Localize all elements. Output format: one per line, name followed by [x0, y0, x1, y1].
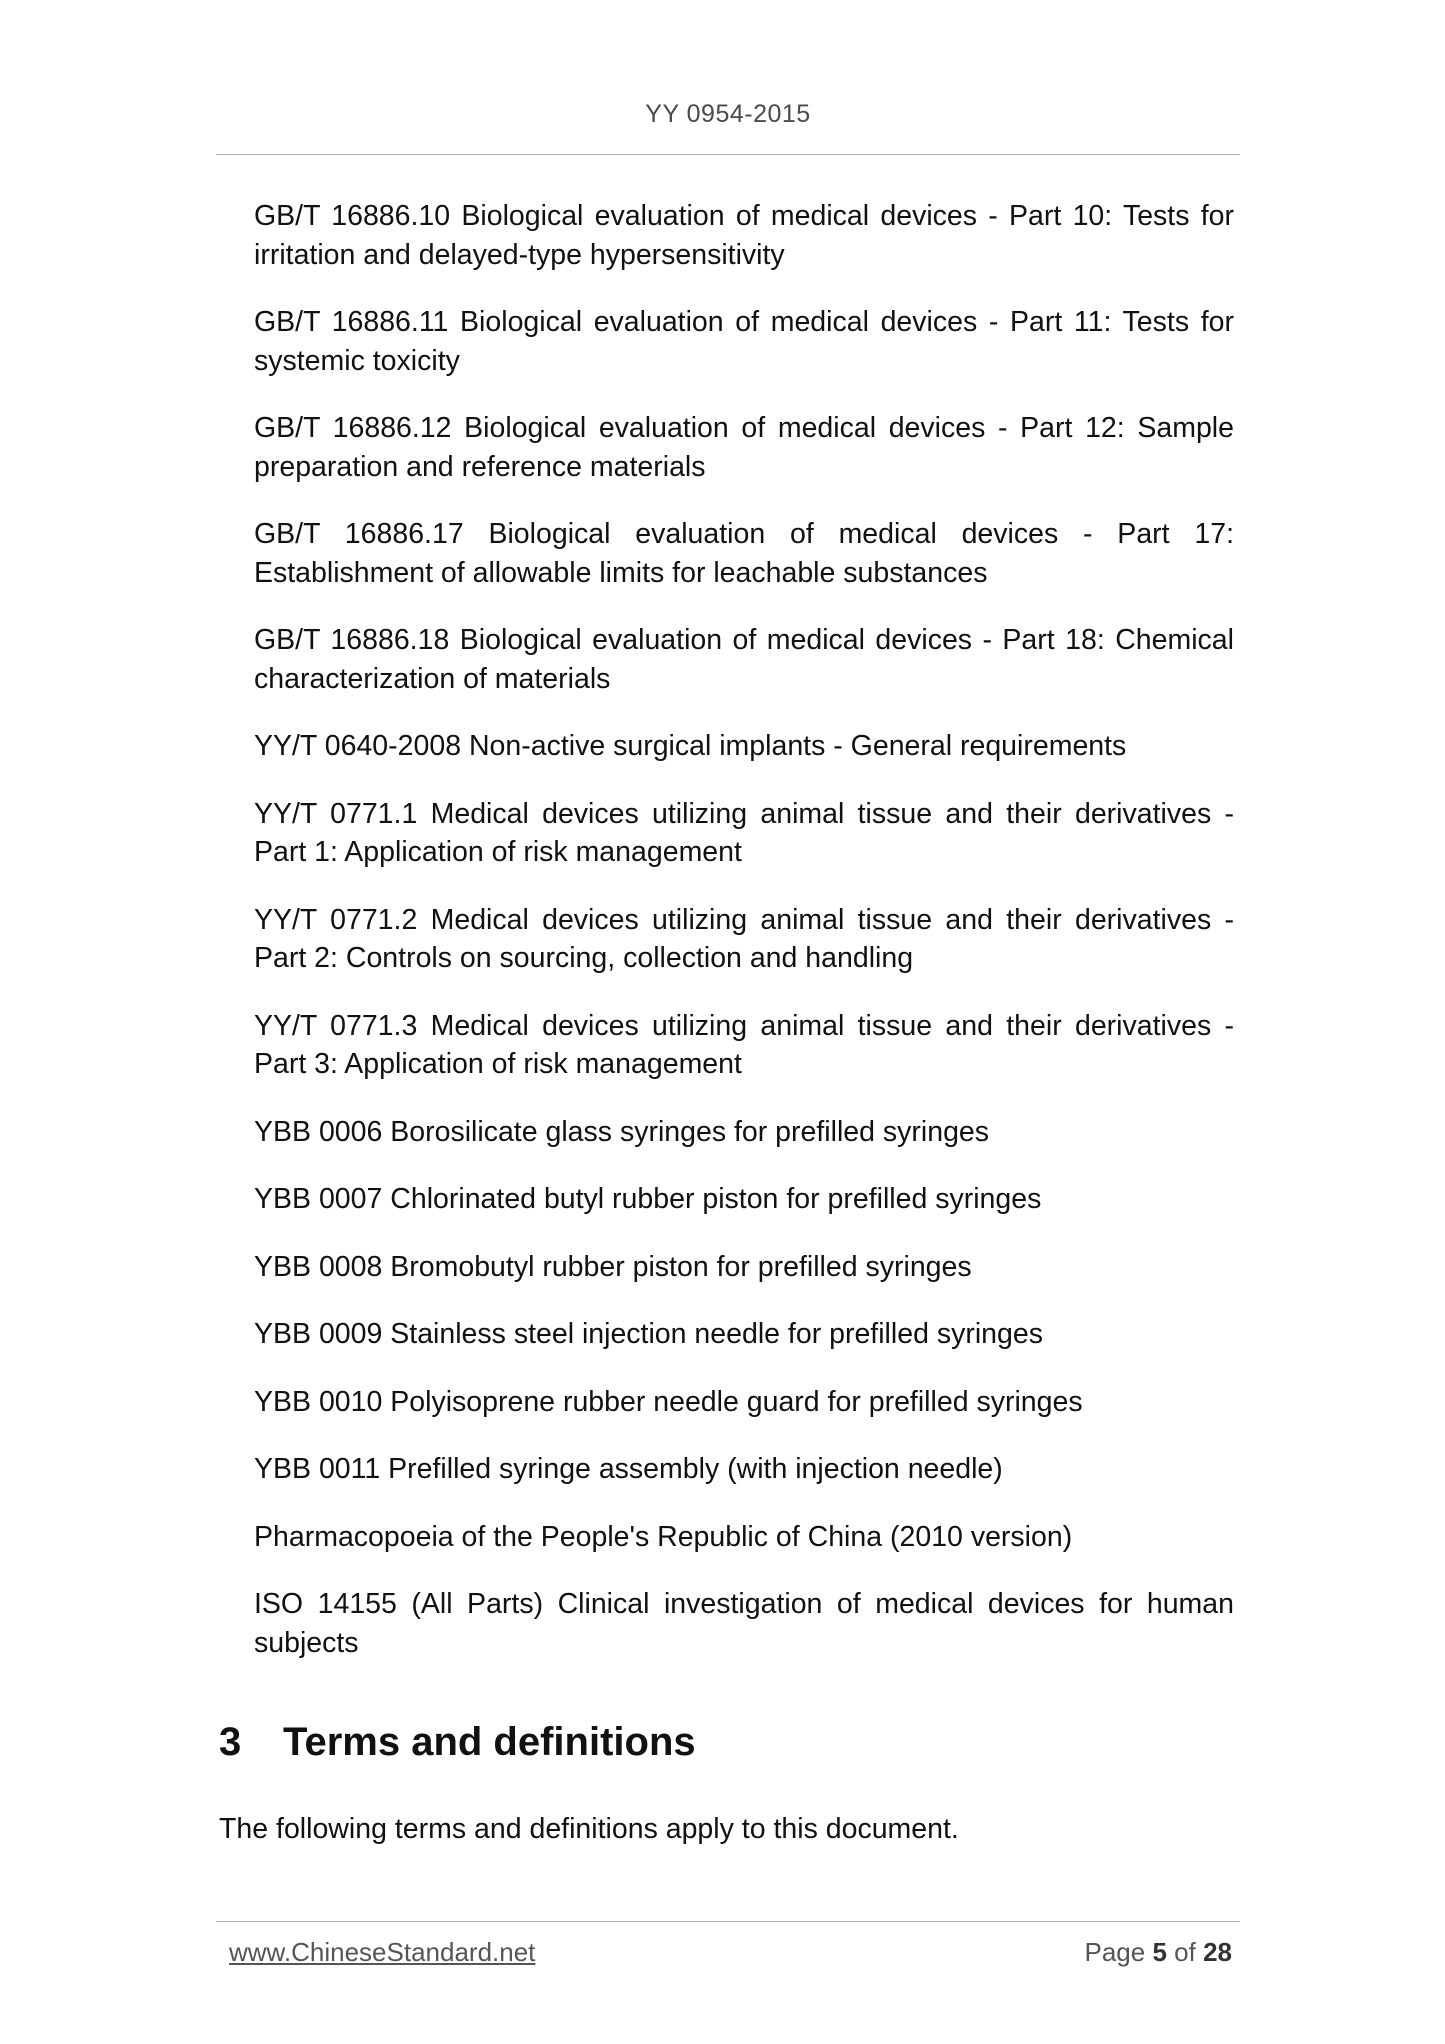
section-heading: [219, 1720, 696, 1765]
section-number: 3: [219, 1720, 242, 1764]
reference-item: YBB 0011 Prefilled syringe assembly (with injection needle): [254, 1453, 1003, 1485]
page-indicator: [1084, 1937, 1232, 1968]
page-current: 5: [1152, 1937, 1167, 1967]
document-code-header: YY 0954-2015: [645, 100, 811, 128]
footer-divider: [216, 1921, 1240, 1922]
reference-item: YBB 0007 Chlorinated butyl rubber piston for prefilled syringes: [254, 1183, 1042, 1215]
page-total: 28: [1203, 1937, 1232, 1967]
reference-item: YBB 0009 Stainless steel injection needle for prefilled syringes: [254, 1318, 1043, 1350]
reference-item: Pharmacopoeia of the People's Republic of China (2010 version): [254, 1520, 1073, 1553]
reference-item: GB/T 16886.10 Biological evaluation of medical devices - Part 10: Tests for irritation and delayed-type hypersensitivity: [254, 200, 1234, 271]
reference-item: YBB 0006 Borosilicate glass syringes for prefilled syringes: [254, 1115, 990, 1148]
reference-item: YY/T 0771.2 Medical devices utilizing animal tissue and their derivatives - Part 2: Controls on sourcing, collection and handling: [254, 903, 1234, 974]
reference-item: YBB 0008 Bromobutyl rubber piston for prefilled syringes: [254, 1250, 972, 1283]
page-of: of: [1174, 1937, 1196, 1967]
reference-item: GB/T 16886.18 Biological evaluation of medical devices - Part 18: Chemical characterization of materials: [254, 624, 1234, 695]
reference-item: GB/T 16886.17 Biological evaluation of medical devices - Part 17: Establishment of allowable limits for leachable substances: [254, 518, 1234, 589]
reference-item: GB/T 16886.11 Biological evaluation of medical devices - Part 11: Tests for systemic toxicity: [254, 306, 1234, 377]
section-intro-text: The following terms and definitions apply to this document.: [219, 1813, 959, 1845]
reference-item: YY/T 0640-2008 Non-active surgical implants - General requirements: [254, 730, 1127, 762]
website-link[interactable]: www.ChineseStandard.net: [229, 1937, 536, 1967]
section-title: Terms and definitions: [283, 1720, 696, 1764]
reference-item: YY/T 0771.3 Medical devices utilizing animal tissue and their derivatives - Part 3: Application of risk management: [254, 1009, 1234, 1080]
page-prefix: Page: [1084, 1937, 1146, 1967]
normative-references-list: [254, 197, 1234, 1691]
reference-item: GB/T 16886.12 Biological evaluation of medical devices - Part 12: Sample preparation and reference materials: [254, 412, 1234, 483]
reference-item: YBB 0010 Polyisoprene rubber needle guard for prefilled syringes: [254, 1385, 1083, 1418]
reference-item: YY/T 0771.1 Medical devices utilizing animal tissue and their derivatives - Part 1: Application of risk management: [254, 797, 1234, 868]
reference-item: ISO 14155 (All Parts) Clinical investigation of medical devices for human subjects: [254, 1588, 1234, 1659]
header-divider: [216, 154, 1240, 155]
